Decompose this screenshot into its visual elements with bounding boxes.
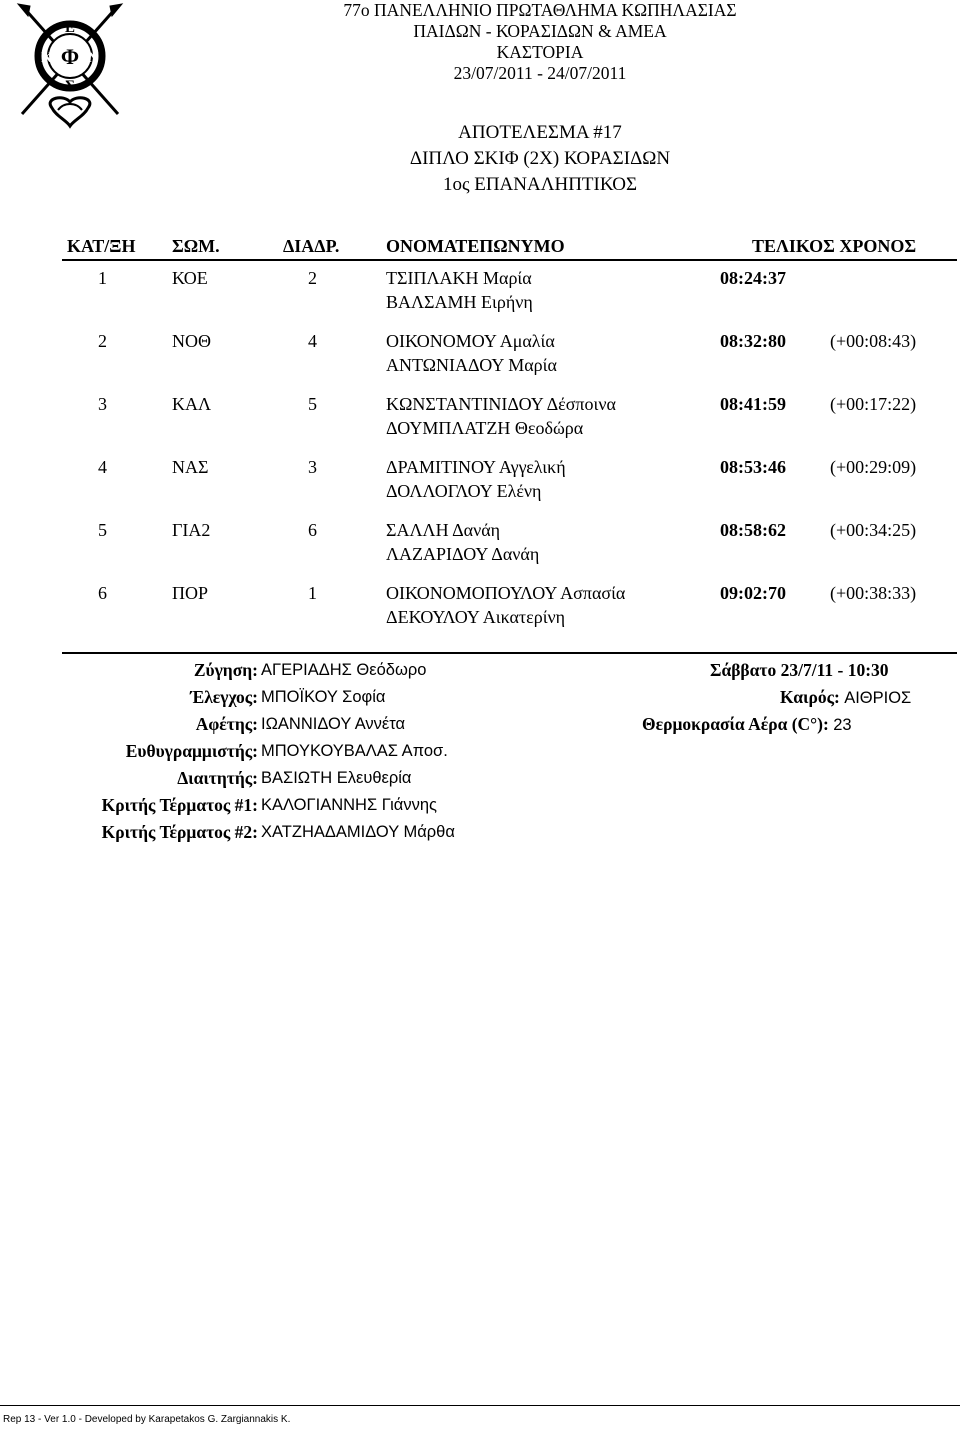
air-temperature: [642, 712, 852, 737]
row-rower-2: ΔΟΛΛΟΓΛΟΥ Ελένη: [386, 481, 542, 501]
row-club: ΝΟΘ: [172, 331, 211, 351]
col-final-time: ΤΕΛΙΚΟΣ ΧΡΟΝΟΣ: [752, 236, 917, 256]
row-time: 08:32:80: [720, 331, 786, 351]
col-club: ΣΩΜ.: [172, 236, 220, 256]
official-name: ΜΠΟΪΚΟΥ Σοφία: [261, 688, 386, 706]
row-time: 08:41:59: [720, 394, 786, 414]
col-rank: ΚΑΤ/ΞΗ: [67, 236, 136, 256]
row-club: ΠΟΡ: [172, 583, 209, 603]
row-rower-1: ΣΑΛΛΗ Δανάη: [386, 520, 501, 540]
row-lane: 2: [308, 268, 317, 288]
official-label: Κριτής Τέρματος #2:: [101, 822, 258, 842]
temperature-value: 23: [833, 716, 852, 734]
row-lane: 3: [308, 457, 317, 477]
col-names: ΟΝΟΜΑΤΕΠΩΝΥΜΟ: [386, 236, 565, 256]
table-row: [0, 580, 960, 636]
officials-divider: [62, 652, 957, 654]
row-time-diff: (+00:34:25): [830, 520, 917, 540]
svg-text:Ν: Ν: [87, 50, 99, 66]
svg-text:Κ: Κ: [41, 50, 53, 66]
race-round: 1ος ΕΠΑΝΑΛΗΠΤΙΚΟΣ: [442, 174, 638, 195]
championship-title: 77ο ΠΑΝΕΛΛΗΝΙΟ ΠΡΩΤΑΘΛΗΜΑ ΚΩΠΗΛΑΣΙΑΣ: [343, 0, 737, 20]
event-dates: 23/07/2011 - 24/07/2011: [453, 63, 627, 83]
row-rower-1: ΔΡΑΜΙΤΙΝΟΥ Αγγελική: [386, 457, 566, 477]
table-row: [0, 517, 960, 573]
row-rower-1: ΟΙΚΟΝΟΜΟΥ Αμαλία: [386, 331, 555, 351]
row-time-diff: (+00:17:22): [830, 394, 917, 414]
federation-logo: [14, 2, 126, 130]
row-lane: 5: [308, 394, 317, 414]
footer-divider: [0, 1405, 960, 1406]
table-row: [0, 454, 960, 510]
official-name: ΙΩΑΝΝΙΔΟΥ Αννέτα: [261, 715, 406, 733]
header-divider: [62, 259, 957, 261]
race-date-time: Σάββατο 23/7/11 - 10:30: [710, 660, 889, 680]
row-club: ΚΟΕ: [172, 268, 208, 288]
row-time-diff: (+00:29:09): [830, 457, 917, 477]
venue: ΚΑΣΤΟΡΙΑ: [496, 42, 584, 62]
row-rank: 2: [98, 331, 107, 351]
row-time: 09:02:70: [720, 583, 786, 603]
row-rower-1: ΟΙΚΟΝΟΜΟΠΟΥΛΟΥ Ασπασία: [386, 583, 626, 603]
result-number: ΑΠΟΤΕΛΕΣΜΑ #17: [458, 122, 622, 143]
row-rower-2: ΛΑΖΑΡΙΔΟΥ Δανάη: [386, 544, 540, 564]
row-rank: 5: [98, 520, 107, 540]
official-label: Διαιτητής:: [177, 768, 258, 788]
official-label: Κριτής Τέρματος #1:: [101, 795, 258, 815]
row-lane: 4: [308, 331, 317, 351]
weather-value: ΑΙΘΡΙΟΣ: [844, 689, 912, 707]
official-label: Ζύγηση:: [193, 660, 258, 680]
official-label: Αφέτης:: [195, 714, 258, 734]
temperature-label: Θερμοκρασία Αέρα (C°):: [642, 714, 829, 734]
row-rank: 1: [98, 268, 107, 288]
col-lane: ΔΙΑΔΡ.: [283, 236, 340, 256]
row-rower-2: ΒΑΛΣΑΜΗ Ειρήνη: [386, 292, 533, 312]
row-club: ΓΙΑ2: [172, 520, 211, 540]
official-name: ΜΠΟΥΚΟΥΒΑΛΑΣ Αποσ.: [261, 742, 448, 760]
official-name: ΑΓΕΡΙΑΔΗΣ Θεόδωρο: [261, 661, 427, 679]
row-club: ΝΑΣ: [172, 457, 209, 477]
table-row: [0, 391, 960, 447]
row-lane: 6: [308, 520, 317, 540]
weather: [780, 685, 911, 710]
row-rower-2: ΔΕΚΟΥΛΟΥ Αικατερίνη: [386, 607, 566, 627]
row-rank: 6: [98, 583, 107, 603]
weather-label: Καιρός:: [780, 687, 840, 707]
row-time: 08:58:62: [720, 520, 786, 540]
official-name: ΧΑΤΖΗΑΔΑΜΙΔΟΥ Μάρθα: [261, 823, 455, 841]
official-name: ΚΑΛΟΓΙΑΝΝΗΣ Γιάννης: [261, 796, 437, 814]
row-time: 08:53:46: [720, 457, 786, 477]
row-time-diff: (+00:38:33): [830, 583, 917, 603]
row-time: 08:24:37: [720, 268, 786, 288]
row-rower-2: ΑΝΤΩΝΙΑΔΟΥ Μαρία: [386, 355, 557, 375]
row-rower-1: ΚΩΝΣΤΑΝΤΙΝΙΔΟΥ Δέσποινα: [386, 394, 616, 414]
row-lane: 1: [308, 583, 317, 603]
row-rower-2: ΔΟΥΜΠΛΑΤΖΗ Θεοδώρα: [386, 418, 584, 438]
table-row: [0, 265, 960, 321]
svg-text:Σ: Σ: [65, 78, 75, 94]
svg-text:Φ: Φ: [60, 44, 80, 69]
official-label: Έλεγχος:: [190, 687, 258, 707]
categories-line: ΠΑΙΔΩΝ - ΚΟΡΑΣΙΔΩΝ & ΑΜΕΑ: [413, 21, 667, 41]
row-time-diff: (+00:08:43): [830, 331, 917, 351]
table-row: [0, 328, 960, 384]
row-club: ΚΑΛ: [172, 394, 212, 414]
row-rower-1: ΤΣΙΠΛΑΚΗ Μαρία: [386, 268, 532, 288]
row-rank: 4: [98, 457, 107, 477]
boat-class: ΔΙΠΛΟ ΣΚΙΦ (2X) ΚΟΡΑΣΙΔΩΝ: [409, 148, 671, 169]
official-name: ΒΑΣΙΩΤΗ Ελευθερία: [261, 769, 412, 787]
svg-text:Ε: Ε: [64, 20, 76, 36]
official-label: Ευθυγραμμιστής:: [125, 741, 258, 761]
row-rank: 3: [98, 394, 107, 414]
report-footer: Rep 13 - Ver 1.0 - Developed by Karapetakos G. Zargiannakis K.: [3, 1414, 291, 1425]
